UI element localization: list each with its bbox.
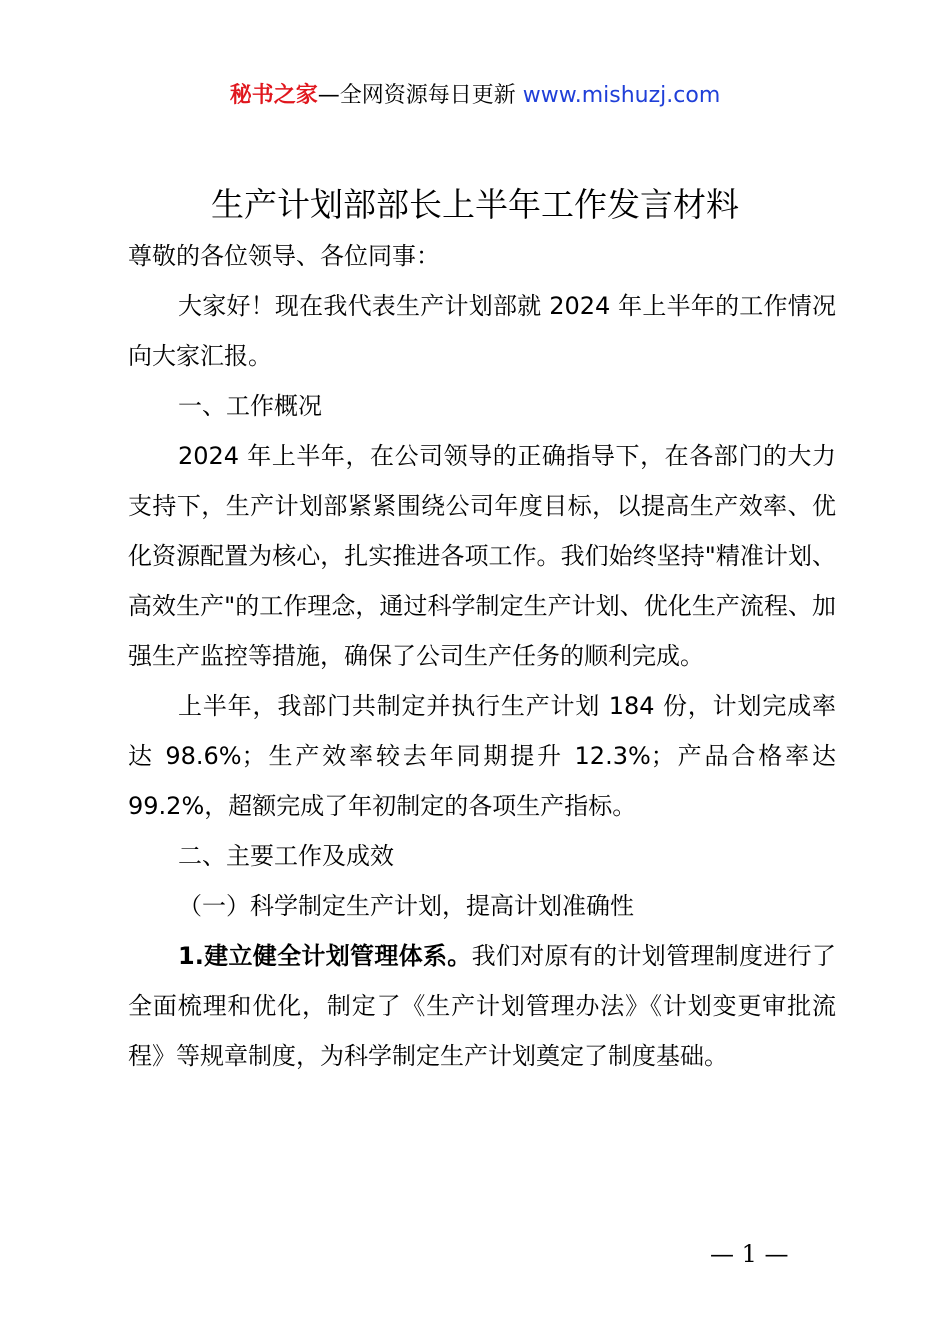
paragraph-overview: 2024 年上半年，在公司领导的正确指导下，在各部门的大力支持下，生产计划部紧紧围绕公司年度目标，以提高生产效率、优化资源配置为核心，扎实推进各项工作。我们始终坚持"精准计划、高效生产"的工作理念，通过科学制定生产计划、优化生产流程、加强生产监控等措施，确保了公司生产任务的顺利完成。 [128, 442, 836, 670]
header-slogan: —全网资源每日更新 [317, 83, 516, 108]
document-title: 生产计划部部长上半年工作发言材料 [211, 185, 739, 224]
section-heading-main-work: 二、主要工作及成效 [178, 842, 394, 870]
paragraph-item-1 [128, 931, 836, 1081]
site-url-link[interactable]: www.mishuzj.com [522, 83, 721, 108]
item-1-heading: 1.建立健全计划管理体系。 [178, 942, 472, 970]
item-1-body: 我们对原有的计划管理制度进行了全面梳理和优化，制定了《生产计划管理办法》《计划变更审批流程》等规章制度，为科学制定生产计划奠定了制度基础。 [128, 942, 836, 1070]
document-body [128, 231, 836, 1081]
site-header [0, 78, 950, 114]
paragraph-metrics: 上半年，我部门共制定并执行生产计划 184 份，计划完成率达 98.6%；生产效率较去年同期提升 12.3%；产品合格率达 99.2%，超额完成了年初制定的各项生产指标。 [128, 692, 836, 820]
brand-name: 秘书之家 [229, 83, 318, 108]
page-number: — 1 — [710, 1240, 789, 1268]
salutation: 尊敬的各位领导、各位同事： [128, 242, 440, 270]
subsection-heading-planning: （一）科学制定生产计划，提高计划准确性 [178, 892, 634, 920]
paragraph-greeting: 大家好！现在我代表生产计划部就 2024 年上半年的工作情况向大家汇报。 [128, 292, 836, 370]
section-heading-overview: 一、工作概况 [178, 392, 322, 420]
